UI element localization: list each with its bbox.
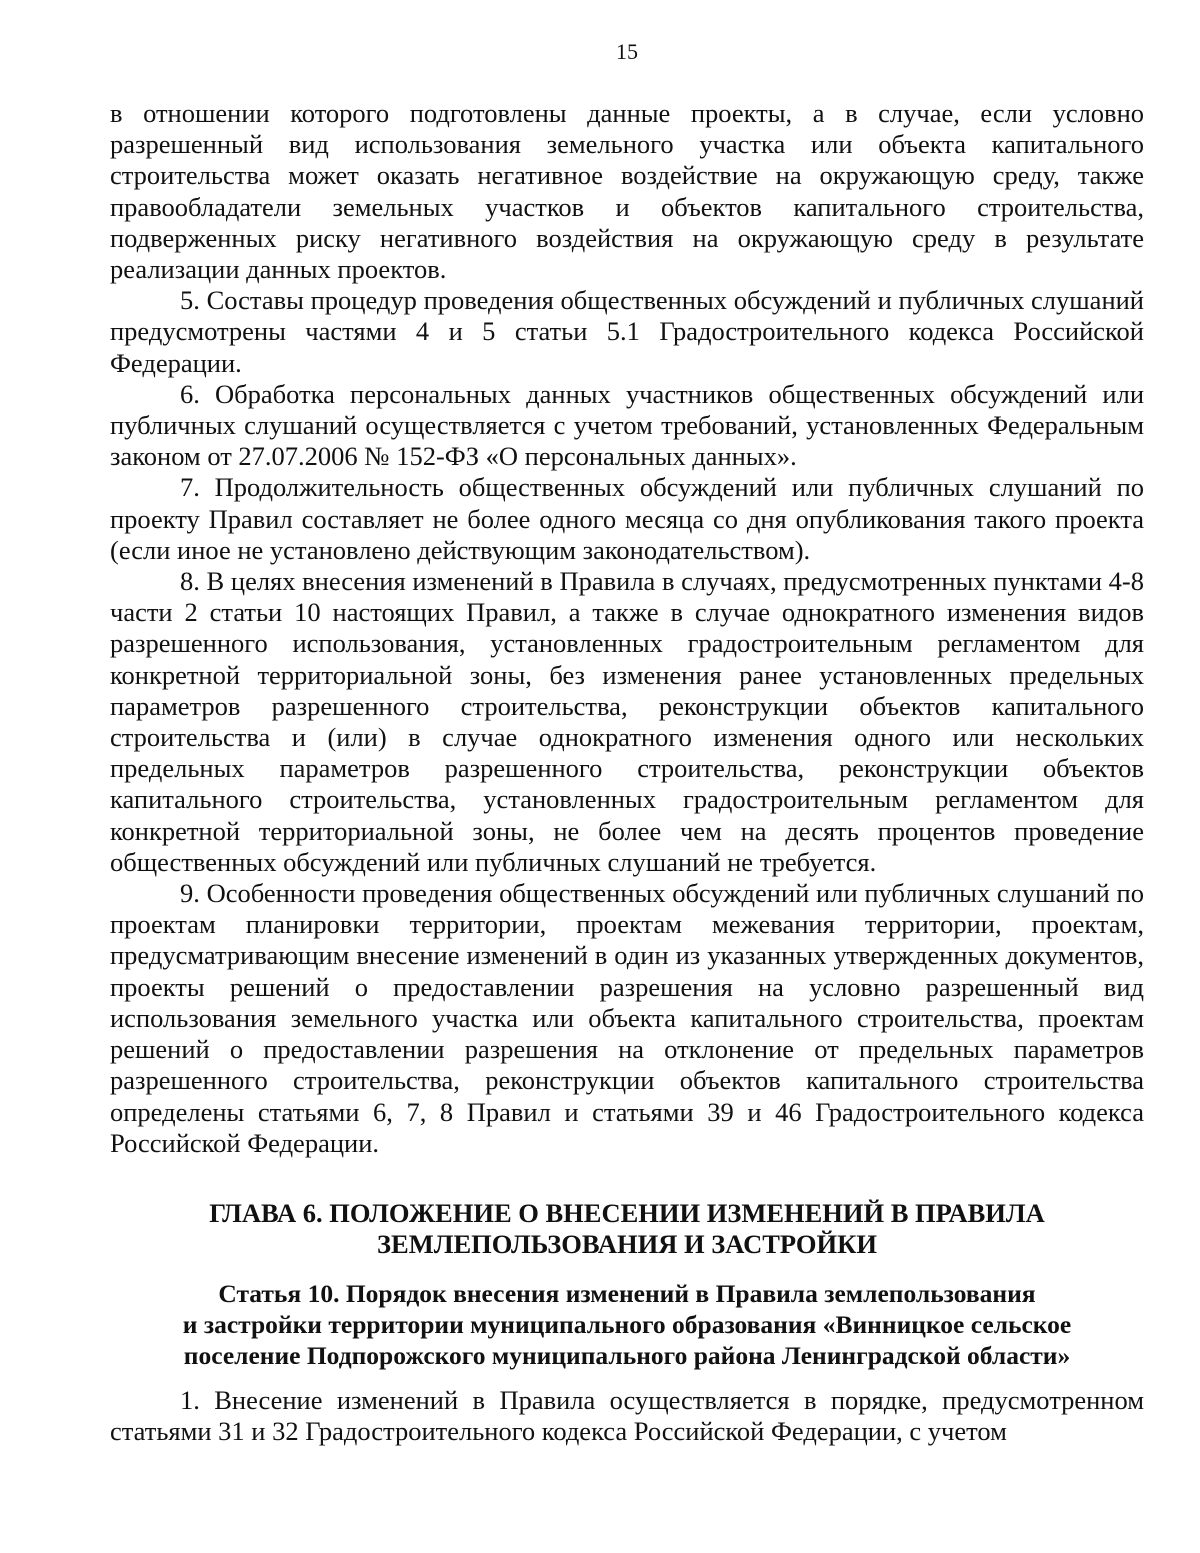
document-page — [110, 40, 1144, 1447]
paragraph-item-8: 8. В целях внесения изменений в Правила в случаях, предусмотренных пунктами 4-8 части 2 статьи 10 настоящих Правил, а также в случае однократного изменения видов разрешенного использования, установленных градостроительным регламентом для конкретной территориальной зоны, без изменения ранее установленных предельных параметров разрешенного строительства, реконструкции объектов капитального строительства и (или) в случае однократного изменения одного или нескольких предельных параметров разрешенного строительства, реконструкции объектов капитального строительства, установленных градостроительным регламентом для конкретной территориальной зоны, не более чем на десять процентов проведение общественных обсуждений или публичных слушаний не требуется. — [110, 566, 1144, 877]
article-heading-line: Статья 10. Порядок внесения изменений в Правила землепользования — [218, 1278, 1036, 1308]
paragraph-item-7: 7. Продолжительность общественных обсуждений или публичных слушаний по проекту Правил составляет не более одного месяца со дня опубликования такого проекта (если иное не установлено действующим законодательством). — [110, 472, 1144, 565]
chapter-heading-line: ЗЕМЛЕПОЛЬЗОВАНИЯ И ЗАСТРОЙКИ — [377, 1228, 877, 1259]
chapter-heading-line: ГЛАВА 6. ПОЛОЖЕНИЕ О ВНЕСЕНИИ ИЗМЕНЕНИЙ В ПРАВИЛА — [209, 1197, 1045, 1228]
paragraph-item-9: 9. Особенности проведения общественных обсуждений или публичных слушаний по проектам планировки территории, проектам межевания территории, проектам, предусматривающим внесение изменений в один из указанных утвержденных документов, проекты решений о предоставлении разрешения на условно разрешенный вид использования земельного участка или объекта капитального строительства, проектам решений о предоставлении разрешения на отклонение от предельных параметров разрешенного строительства, реконструкции объектов капитального строительства определены статьями 6, 7, 8 Правил и статьями 39 и 46 Градостроительного кодекса Российской Федерации. — [110, 878, 1144, 1158]
chapter-heading — [110, 1198, 1144, 1260]
paragraph-article-item-1: 1. Внесение изменений в Правила осуществляется в порядке, предусмотренном статьями 31 и 32 Градостроительного кодекса Российской Федерации, с учетом — [110, 1384, 1144, 1447]
paragraph-item-6: 6. Обработка персональных данных участников общественных обсуждений или публичных слушаний осуществляется с учетом требований, установленных Федеральным законом от 27.07.2006 № 152-ФЗ «О персональных данных». — [110, 378, 1144, 472]
paragraph-item-5: 5. Составы процедур проведения общественных обсуждений и публичных слушаний предусмотрены частями 4 и 5 статьи 5.1 Градостроительного кодекса Российской Федерации. — [110, 285, 1144, 378]
article-heading — [110, 1278, 1144, 1371]
paragraph-continuation: в отношении которого подготовлены данные проекты, а в случае, если условно разрешенный вид использования земельного участка или объекта капитального строительства может оказать негативное воздействие на окружающую среду, также правообладатели земельных участков и объектов капитального строительства, подверженных риску негативного воздействия на окружающую среду в результате реализации данных проектов. — [110, 98, 1144, 285]
article-heading-line: и застройки территории муниципального образования «Винницкое сельское — [182, 1309, 1072, 1339]
article-heading-line: поселение Подпорожского муниципального района Ленинградской области» — [183, 1340, 1071, 1370]
page-number: 15 — [616, 39, 638, 64]
